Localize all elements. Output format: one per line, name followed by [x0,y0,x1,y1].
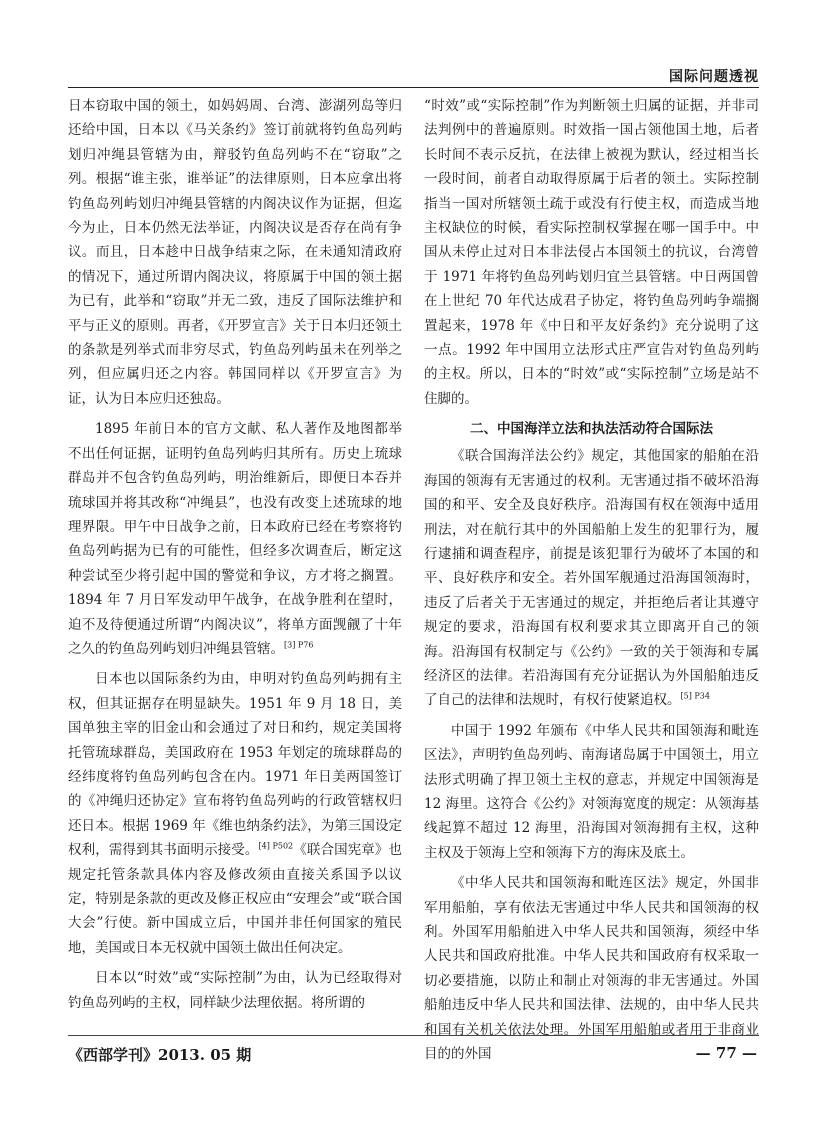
page-number: — 77 — [695,1044,757,1062]
section-label: 国际问题透视 [669,69,759,85]
header-rule [68,87,759,88]
citation-ref: [4] P502 [258,841,294,851]
paragraph: 1895 年前日本的官方文献、私人著作及地图都举不出任何证据，证明钓鱼岛列屿归其所有。历史上琉球群岛并不包含钓鱼岛列屿，明治维新后，即便日本吞并琉球国并将其改称“冲绳县”，也没有改变上述琉球的地理界限。甲午中日战争之前，日本政府已经在考察将钓鱼岛列屿据为已有的可能性，但经多次调查后，断定这种尝试至少将引起中国的警觉和争议，方才将之搁置。1894 年 7 月日军发动甲午战争，在战争胜利在望时，迫不及待便通过所谓“内阁决议”，将单方面觊觎了十年之久的钓鱼岛列屿划归冲绳县管辖。$^{[3] P76}$ [68,421,402,657]
paragraph: 《联合国海洋法公约》规定，其他国家的船舶在沿海国的领海有无害通过的权利。无害通过指不破坏沿海国的和平、安全及良好秩序。沿海国有权在领海中适用刑法，对在航行其中的外国船舶上发生的犯罪行为，履行逮捕和调查程序，前提是该犯罪行为破坏了本国的和平、良好秩序和安全。若外国军舰通过沿海国领海时，违反了后者关于无害通过的规定，并拒绝后者让其遵守规定的要求，沿海国有权利要求其立即离开自己的领海。沿海国有权制定与《公约》一致的关于领海和专属经济区的法律。若沿海国有充分证据认为外国船舶违反了自己的法律和法规时，有权行使紧追权。$^{[5] P34}$ [424,448,759,709]
paragraph: 《中华人民共和国领海和毗连区法》规定，外国非军用船舶，享有依法无害通过中华人民共和国领海的权利。外国军用船舶进入中华人民共和国领海，须经中华人民共和国政府批准。中华人民共和国政府有权采取一切必要措施，以防止和制止对领海的非无害通过。外国船舶违反中华人民共和国法律、法规的，由中华人民共和国有关机关依法处理。外国军用船舶或者用于非商业目的的外国 [424,875,759,1063]
paragraph: 日本窃取中国的领土，如妈妈周、台湾、澎湖列岛等归还给中国，日本以《马关条约》签订前就将钓鱼岛列屿划归冲绳县管辖为由，辩驳钓鱼岛列屿不在“窃取”之列。根据“谁主张，谁举证”的法律原则，日本应拿出将钓鱼岛列屿划归冲绳县管辖的内阁决议作为证据，但迄今为止，日本仍然无法举证，内阁决议是否存在尚有争议。而且，日本趁中日战争结束之际，在未通知清政府的情况下，通过所谓内阁决议，将原属于中国的领土据为已有，此举和“窃取”并无二致，违反了国际法维护和平与正义的原则。再者，《开罗宣言》关于日本归还领土的条款是列举式而非穷尽式，钓鱼岛列屿虽未在列举之列，但应属归还之内容。韩国同样以《开罗宣言》为证，认为日本应归还独岛。 [68,98,402,407]
paragraph: 日本也以国际条约为由，申明对钓鱼岛列屿拥有主权，但其证据存在明显缺失。1951 年 9 月 18 日，美国单独主宰的旧金山和会通过了对日和约，规定美国将托管琉球群岛，美国政府在 1953 年划定的琉球群岛的经纬度将钓鱼岛列屿包含在内。1971 年日美两国签订的《冲绳归还协定》宣布将钓鱼岛列屿的行政管辖权归还日本。根据 1969 年《维也纳条约法》，为第三国设定权利，需得到其书面明示接受。$^{[4] P502}$《联合国宪章》也规定托管条款具体内容及修改须由直接关系国予以议定，特别是条款的更改及修正权应由“安理会”或“联合国大会”行使。新中国成立后，中国并非任何国家的殖民地，美国或日本无权就中国领土做出任何决定。 [68,671,403,956]
paragraph: 中国于 1992 年颁布《中华人民共和国领海和毗连区法》，声明钓鱼岛列屿、南海诸岛属于中国领土，用立法形式明确了捍卫领土主权的意志，并规定中国领海是 12 海里。这符合《公约》对领海宽度的规定：从领海基线起算不超过 12 海里，沿海国对领海拥有主权，这种主权及于领海上空和领海下方的海床及底土。 [424,722,759,861]
section-heading: 二、中国海洋立法和执法活动符合国际法 [470,421,713,438]
paragraph: 日本以“时效”或“实际控制”为由，认为已经取得对钓鱼岛列屿的主权，同样缺少法理依据。将所谓的 [68,970,402,1011]
journal-name: 《西部学刊》2013. 05 期 [68,1046,252,1064]
paragraph: “时效”或“实际控制”作为判断领土归属的证据，并非司法判例中的普遍原则。时效指一国占领他国土地，后者长时间不表示反抗，在法律上被视为默认，经过相当长一段时间，前者自动取得原属于后者的领土。实际控制指当一国对所辖领土疏于或没有行使主权，而造成当地主权缺位的时候，看实际控制权掌握在哪一国手中。中国从未停止过对日本非法侵占本国领土的抗议，台湾曾于 1971 年将钓鱼岛列屿划归宜兰县管辖。中日两国曾在上世纪 70 年代达成君子协定，将钓鱼岛列屿争端搁置起来，1978 年《中日和平友好条约》充分说明了这一点。1992 年中国用立法形式庄严宣告对钓鱼岛列屿的主权。所以，日本的“时效”或“实际控制”立场是站不住脚的。 [424,98,759,407]
footer-rule [68,1035,759,1036]
right-column [424,94,759,1072]
left-column [68,94,402,1021]
citation-ref: [3] P76 [284,640,314,650]
citation-ref: [5] P34 [680,691,710,701]
